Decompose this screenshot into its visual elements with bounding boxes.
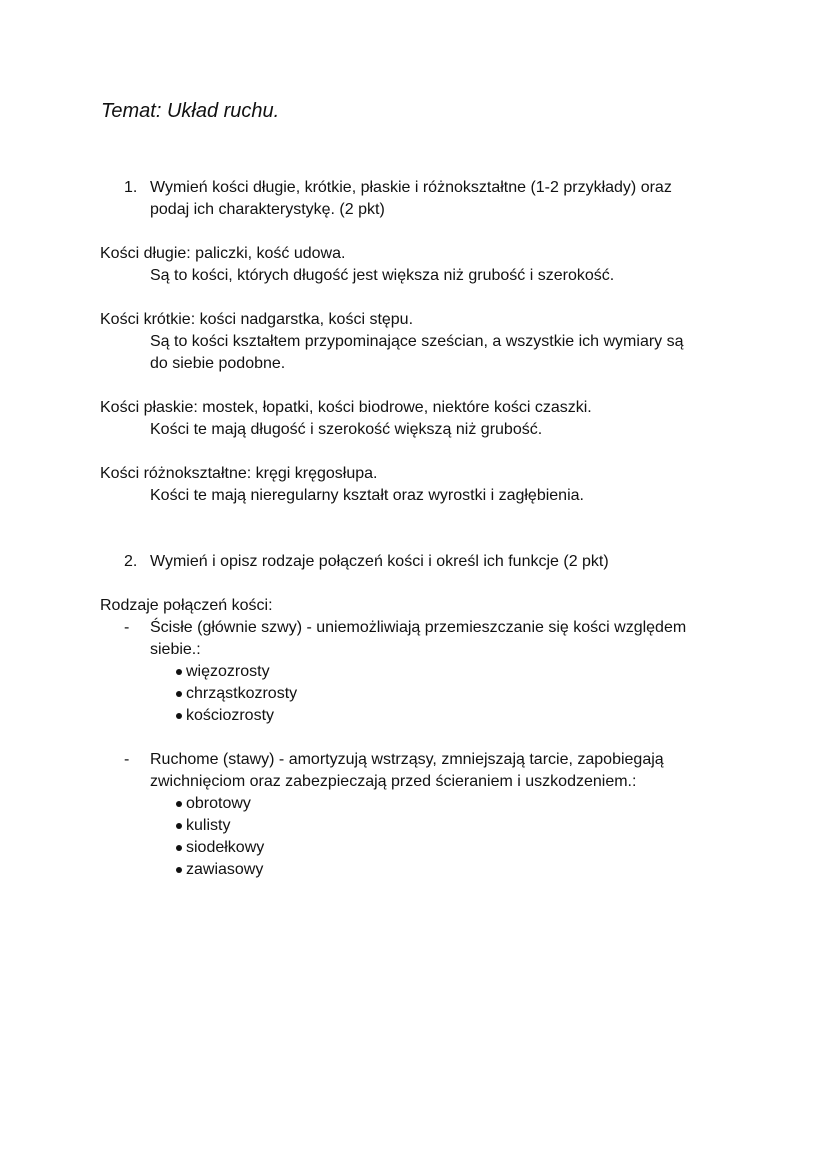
joints-heading: Rodzaje połączeń kości: <box>100 597 273 614</box>
question-2-number: 2. <box>124 553 138 570</box>
short-bones-description-line-2: do siebie podobne. <box>150 355 286 372</box>
bullet-icon <box>176 713 182 719</box>
movable-joint-item: zawiasowy <box>186 861 264 878</box>
fixed-joint-item: kościozrosty <box>186 707 275 724</box>
bullet-icon <box>176 823 182 829</box>
bullet-icon <box>176 867 182 873</box>
bullet-icon <box>176 669 182 675</box>
long-bones-heading: Kości długie: paliczki, kość udowa. <box>100 245 346 262</box>
fixed-joints-line-1: Ścisłe (głównie szwy) - uniemożliwiają przemieszczanie się kości względem <box>150 619 687 636</box>
dash-marker: - <box>124 619 130 636</box>
fixed-joint-item: chrząstkozrosty <box>186 685 298 702</box>
movable-joints-line-2: zwichnięciom oraz zabezpieczają przed ścieraniem i uszkodzeniem.: <box>150 773 637 790</box>
irregular-bones-description: Kości te mają nieregularny kształt oraz wyrostki i zagłębienia. <box>150 487 584 504</box>
document-title: Temat: Układ ruchu. <box>101 100 280 122</box>
bullet-icon <box>176 801 182 807</box>
question-1-text-line-1: Wymień kości długie, krótkie, płaskie i różnokształtne (1-2 przykłady) oraz <box>150 179 672 196</box>
movable-joint-item: siodełkowy <box>186 839 265 856</box>
dash-marker: - <box>124 751 130 768</box>
short-bones-description-line-1: Są to kości kształtem przypominające sześcian, a wszystkie ich wymiary są <box>150 333 684 350</box>
flat-bones-heading: Kości płaskie: mostek, łopatki, kości biodrowe, niektóre kości czaszki. <box>100 399 592 416</box>
fixed-joint-item: więzozrosty <box>186 663 270 680</box>
fixed-joints-line-2: siebie.: <box>150 641 201 658</box>
movable-joint-item: obrotowy <box>186 795 251 812</box>
movable-joint-item: kulisty <box>186 817 231 834</box>
irregular-bones-heading: Kości różnokształtne: kręgi kręgosłupa. <box>100 465 378 482</box>
question-1-text-line-2: podaj ich charakterystykę. (2 pkt) <box>150 201 385 218</box>
long-bones-description: Są to kości, których długość jest większa niż grubość i szerokość. <box>150 267 615 284</box>
movable-joints-line-1: Ruchome (stawy) - amortyzują wstrząsy, zmniejszają tarcie, zapobiegają <box>150 751 664 768</box>
question-2-text: Wymień i opisz rodzaje połączeń kości i określ ich funkcje (2 pkt) <box>150 553 609 570</box>
bullet-icon <box>176 691 182 697</box>
short-bones-heading: Kości krótkie: kości nadgarstka, kości stępu. <box>100 311 414 328</box>
bullet-icon <box>176 845 182 851</box>
question-1-number: 1. <box>124 179 138 196</box>
flat-bones-description: Kości te mają długość i szerokość większą niż grubość. <box>150 421 543 438</box>
